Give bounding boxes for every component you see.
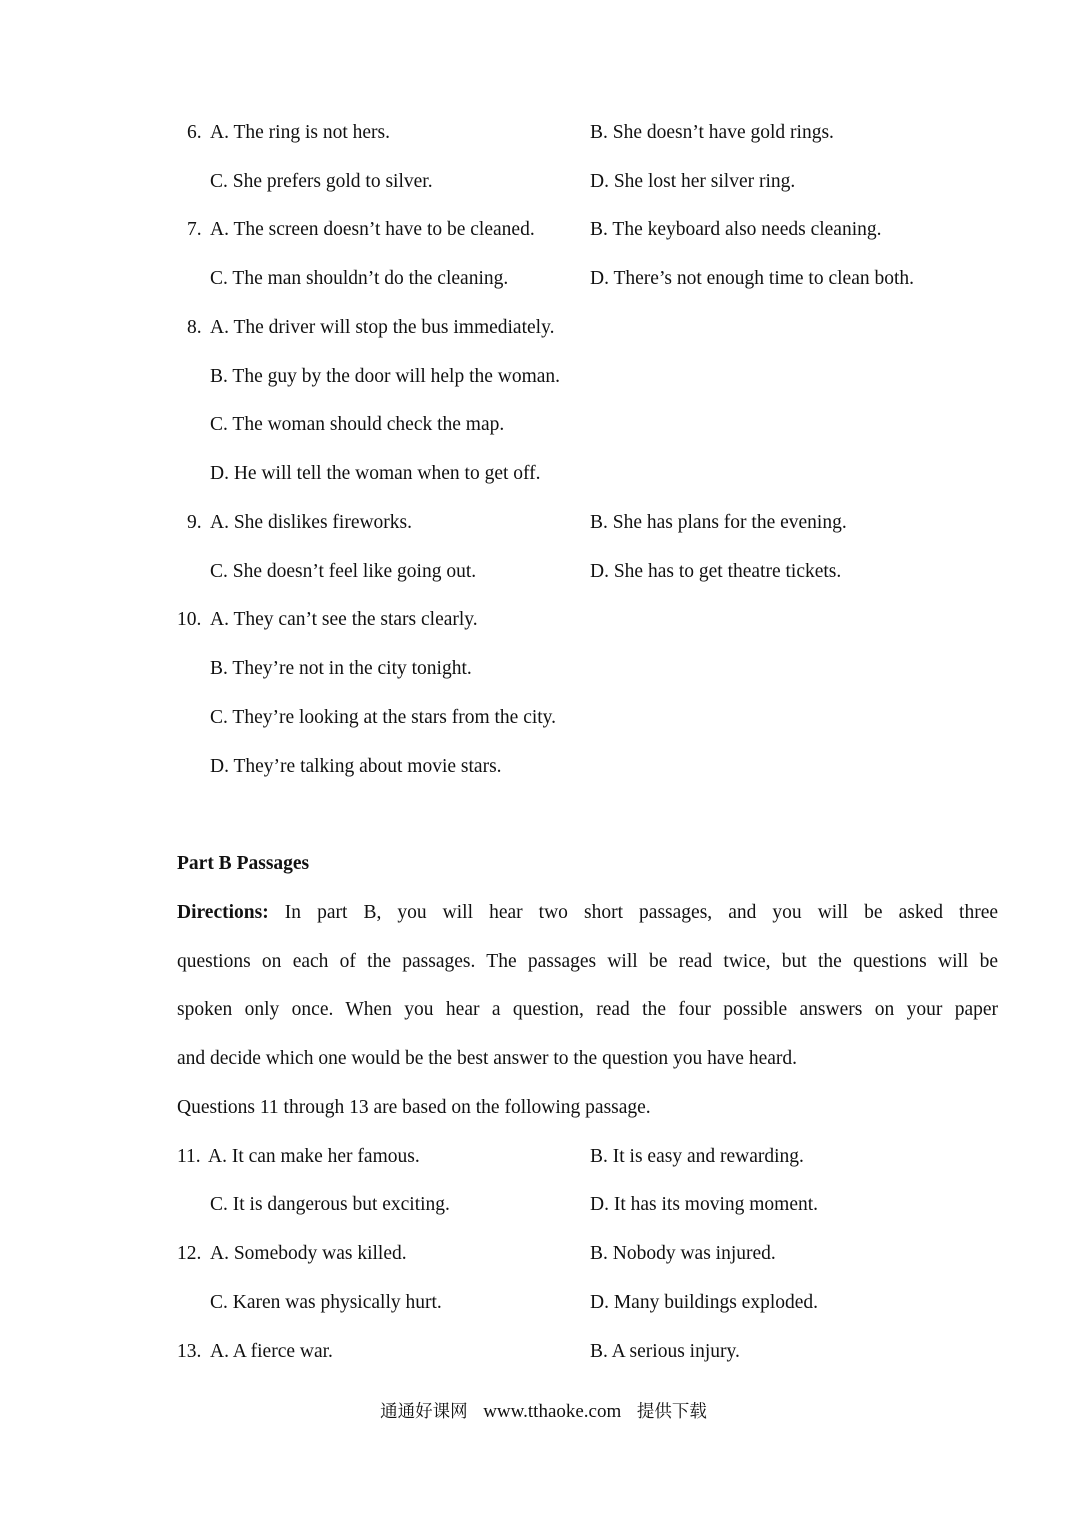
- question-10-number: 10.: [177, 609, 202, 630]
- question-9-option-c: C. She doesn’t feel like going out.: [210, 561, 477, 582]
- directions-line-1-text: In part B, you will hear two short passages, and you will be asked three: [284, 902, 999, 923]
- question-6-option-c: C. She prefers gold to silver.: [210, 171, 433, 192]
- footer-site-name: 通通好课网: [380, 1402, 468, 1422]
- question-10-option-b: B. They’re not in the city tonight.: [210, 658, 472, 679]
- question-7-number: 7.: [187, 219, 202, 240]
- part-b-heading: Part B Passages: [177, 853, 310, 874]
- question-12-number: 12.: [177, 1243, 202, 1264]
- question-9-option-a: A. She dislikes fireworks.: [210, 512, 413, 533]
- footer-suffix: 提供下载: [636, 1402, 707, 1422]
- question-6-option-a: A. The ring is not hers.: [210, 122, 390, 143]
- directions-line-2: questions on each of the passages. The passages will be read twice, but the questions will be: [177, 951, 998, 972]
- question-11-option-a: A. It can make her famous.: [208, 1146, 420, 1167]
- question-10-option-c: C. They’re looking at the stars from the city.: [210, 707, 557, 728]
- question-8-option-d: D. He will tell the woman when to get off.: [210, 463, 541, 484]
- question-11-option-d: D. It has its moving moment.: [590, 1194, 819, 1215]
- question-6-option-b: B. She doesn’t have gold rings.: [590, 122, 834, 143]
- question-11-number: 11.: [177, 1146, 201, 1167]
- question-7-option-d: D. There’s not enough time to clean both.: [590, 268, 915, 289]
- question-12-option-d: D. Many buildings exploded.: [590, 1292, 819, 1313]
- question-7-option-b: B. The keyboard also needs cleaning.: [590, 219, 882, 240]
- question-13-option-b: B. A serious injury.: [590, 1341, 740, 1362]
- question-6-number: 6.: [187, 122, 202, 143]
- question-11-option-b: B. It is easy and rewarding.: [590, 1146, 804, 1167]
- question-8-option-c: C. The woman should check the map.: [210, 414, 505, 435]
- question-8-option-a: A. The driver will stop the bus immediately.: [210, 317, 555, 338]
- directions-line-3: spoken only once. When you hear a question, read the four possible answers on your paper: [177, 999, 998, 1020]
- question-9-number: 9.: [187, 512, 202, 533]
- question-10-option-d: D. They’re talking about movie stars.: [210, 756, 502, 777]
- question-13-number: 13.: [177, 1341, 202, 1362]
- directions-line-4: and decide which one would be the best answer to the question you have heard.: [177, 1048, 798, 1069]
- passage-intro: Questions 11 through 13 are based on the following passage.: [177, 1097, 651, 1118]
- question-8-number: 8.: [187, 317, 202, 338]
- question-13-option-a: A. A fierce war.: [210, 1341, 333, 1362]
- question-11-option-c: C. It is dangerous but exciting.: [210, 1194, 450, 1215]
- question-10-option-a: A. They can’t see the stars clearly.: [210, 609, 478, 630]
- question-8-option-b: B. The guy by the door will help the woman.: [210, 366, 561, 387]
- footer-url[interactable]: www.tthaoke.com: [483, 1401, 622, 1422]
- question-6-option-d: D. She lost her silver ring.: [590, 171, 796, 192]
- question-12-option-a: A. Somebody was killed.: [210, 1243, 407, 1264]
- question-12-option-b: B. Nobody was injured.: [590, 1243, 776, 1264]
- question-7-option-a: A. The screen doesn’t have to be cleaned.: [210, 219, 535, 240]
- question-12-option-c: C. Karen was physically hurt.: [210, 1292, 442, 1313]
- question-9-option-b: B. She has plans for the evening.: [590, 512, 847, 533]
- question-7-option-c: C. The man shouldn’t do the cleaning.: [210, 268, 509, 289]
- directions-label: Directions:: [177, 902, 269, 923]
- directions-line-1: [177, 903, 998, 923]
- page-footer: [0, 1402, 1087, 1422]
- question-9-option-d: D. She has to get theatre tickets.: [590, 561, 842, 582]
